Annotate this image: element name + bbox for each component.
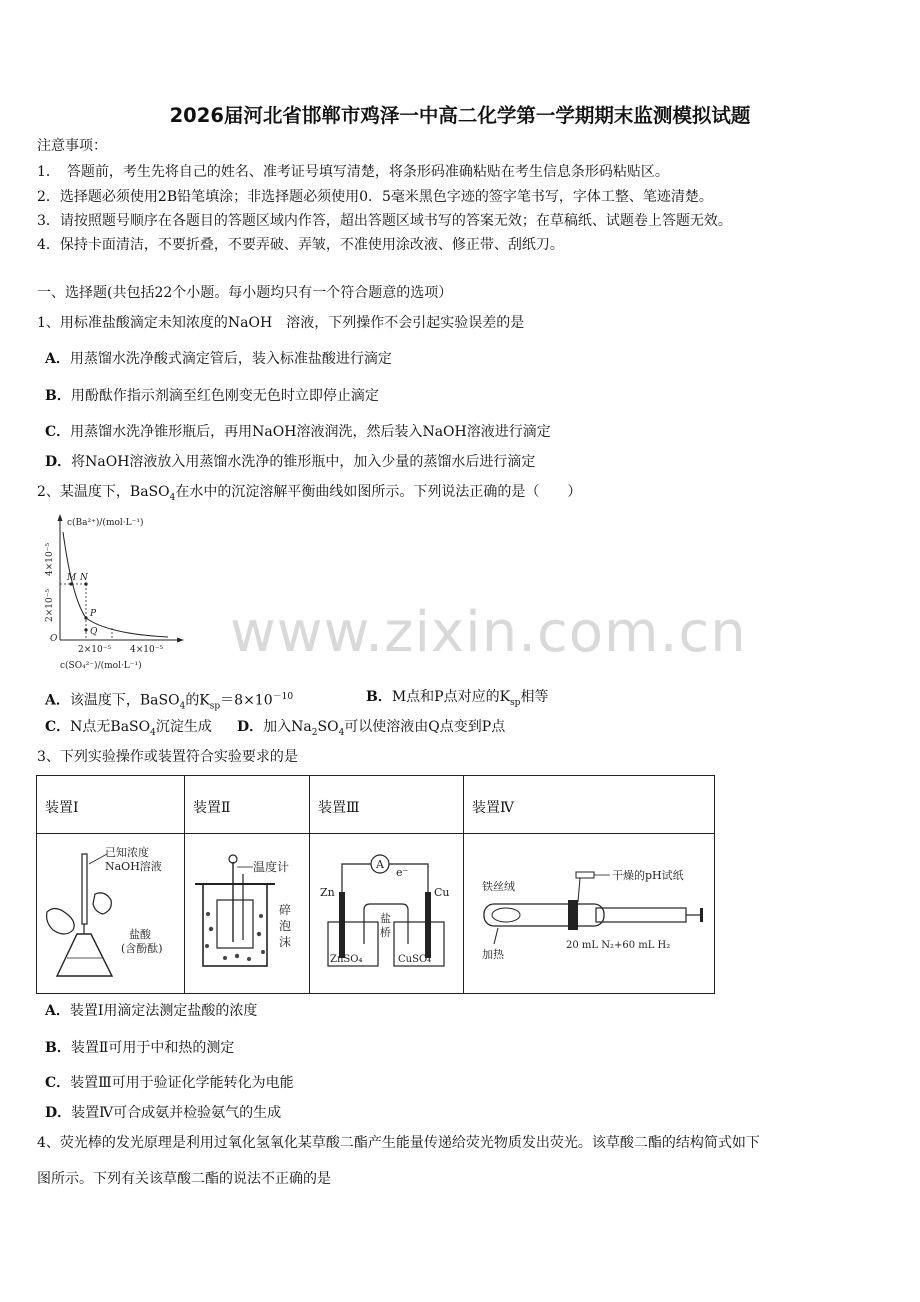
fig-label: NaOH溶液 [105, 860, 162, 873]
q3-option-a: A．装置Ⅰ用滴定法测定盐酸的浓度 [45, 1003, 258, 1019]
reaction-tube [484, 904, 604, 926]
fig-label: 沫 [279, 935, 292, 949]
question-2-stem: 2、某温度下，BaSO$_4$在水中的沉淀溶解平衡曲线如图所示。下列说法正确的是（ ） [37, 484, 582, 503]
apparatus-1-titration-figure [37, 834, 184, 989]
fig-label: 干燥的pH试纸 [612, 869, 684, 882]
x-axis-arrow [177, 638, 184, 643]
electron-label: e⁻ [396, 866, 409, 879]
option-letter: D． [45, 454, 72, 470]
fig-label: Cu [434, 886, 450, 899]
fig-label: 桥 [380, 926, 391, 939]
cu-electrode [425, 892, 431, 958]
notice-heading: 注意事项： [37, 138, 107, 154]
label-m: M [67, 573, 77, 583]
stopper [568, 900, 578, 930]
outer-beaker [203, 884, 267, 966]
syringe [596, 908, 686, 922]
hand-left [47, 908, 75, 934]
fig-label: 盐酸 [129, 928, 151, 941]
q2-option-b: B．M点和P点对应的$K_{sp}$相等 [366, 689, 549, 708]
option-letter: C． [45, 424, 71, 440]
notice-item: 2．选择题必须使用2B铅笔填涂；非选择题必须使用0．5毫米黑色字迹的签字笔书写，字体工整、笔迹清楚。 [37, 189, 713, 205]
fig-label: ZnSO₄ [330, 954, 363, 965]
option-text: 用蒸馏水洗净酸式滴定管后，装入标准盐酸进行滴定 [69, 351, 392, 367]
y-tick-mid: 2×10⁻⁵ [45, 588, 55, 622]
notice-item: 4．保持卡面清洁，不要折叠，不要弄破、弄皱，不准使用涂改液、修正带、刮纸刀。 [37, 237, 564, 253]
fig-label: 盐 [380, 912, 391, 925]
table-header: 装置Ⅰ [45, 800, 79, 816]
apparatus-2-calorimeter-figure [185, 834, 309, 989]
q3-option-c: C．装置Ⅲ可用于验证化学能转化为电能 [45, 1075, 294, 1091]
solubility-curve [63, 532, 168, 637]
fig-label: Zn [320, 886, 335, 899]
q1-option-a [45, 350, 392, 368]
apparatus-4-ammonia-synthesis-figure [464, 834, 714, 989]
fig-label: 20 mL N₂+60 mL H₂ [566, 940, 671, 951]
fig-label: 泡 [279, 919, 292, 933]
option-text: 用蒸馏水洗净锥形瓶后，再用NaOH溶液润洗，然后装入NaOH溶液进行滴定 [70, 424, 551, 440]
question-4-stem-line1: 4、荧光棒的发光原理是利用过氧化氢氧化某草酸二酯产生能量传递给荧光物质发出荧光。该草酸二酯的结构简式如下 [37, 1135, 760, 1151]
x-tick: 2×10⁻⁵ [78, 645, 112, 655]
fig-label: CuSO₄ [398, 954, 432, 965]
fig-label: 已知浓度 [105, 846, 149, 859]
q1-option-c [45, 423, 551, 441]
zn-electrode [339, 892, 345, 958]
fig-label: 铁丝绒 [482, 880, 515, 893]
burette [82, 854, 87, 924]
q3-option-d: D．装置Ⅳ可合成氨并检验氨气的生成 [45, 1105, 282, 1121]
label-n: N [80, 573, 88, 583]
hand-right [93, 893, 111, 914]
q1-option-d [45, 453, 535, 471]
meter-label: A [376, 858, 384, 871]
q2-option-c: C．N点无BaSO$_4$沉淀生成 [45, 719, 212, 738]
fig-label: (含酚酞) [121, 942, 163, 955]
x-tick: 4×10⁻⁵ [130, 645, 164, 655]
inner-beaker [217, 900, 253, 948]
x-axis-label: c(SO₄²⁻)/(mol·L⁻¹) [60, 661, 142, 671]
option-text: 用酚酞作指示剂滴至红色刚变无色时立即停止滴定 [70, 388, 379, 404]
option-letter: A． [45, 351, 70, 367]
q2-option-a: A．该温度下，BaSO$_4$的$K_{sp}=8\times 10^{-10}$ [45, 692, 294, 712]
table-header: 装置Ⅲ [318, 800, 360, 816]
y-tick-top: 4×10⁻⁵ [45, 542, 55, 576]
table-header: 装置Ⅳ [472, 800, 514, 816]
notice-item: 3．请按照题号顺序在各题目的答题区域内作答，超出答题区域书写的答案无效；在草稿纸、试题卷上答题无效。 [37, 213, 732, 229]
option-text: 将NaOH溶液放入用蒸馏水洗净的锥形瓶中，加入少量的蒸馏水后进行滴定 [71, 454, 536, 470]
notice-item: 1． 答题前，考生先将自己的姓名、准考证号填写清楚，将条形码准确粘贴在考生信息条形码粘贴区。 [37, 164, 669, 180]
apparatus-table [36, 775, 715, 994]
label-p: P [90, 609, 97, 619]
solubility-curve-chart [30, 510, 190, 675]
ph-paper [576, 872, 594, 878]
q3-option-b: B．装置Ⅱ可用于中和热的测定 [45, 1040, 235, 1056]
option-letter: B． [45, 388, 71, 404]
y-axis-arrow [58, 514, 63, 521]
question-3-stem: 3、下列实验操作或装置符合实验要求的是 [37, 749, 298, 765]
section-heading: 一、选择题(共包括22个小题。每小题均只有一个符合题意的选项） [37, 285, 453, 301]
q2-option-d: D．加入$Na_2SO_4$可以使溶液由Q点变到P点 [237, 719, 506, 738]
fig-label: 加热 [482, 948, 504, 961]
origin-label: O [50, 634, 58, 644]
table-header: 装置Ⅱ [193, 800, 231, 816]
label-q: Q [90, 627, 98, 637]
iron-wool [492, 908, 520, 922]
fig-label: 碎 [279, 903, 292, 917]
point-q [84, 628, 87, 631]
q1-option-b [45, 387, 379, 405]
y-axis-label: c(Ba²⁺)/(mol·L⁻¹) [67, 518, 144, 528]
question-1-stem: 1、用标准盐酸滴定未知浓度的NaOH 溶液，下列操作不会引起实验误差的是 [37, 315, 525, 331]
fig-label: 温度计 [253, 860, 290, 874]
question-4-stem-line2: 图所示。下列有关该草酸二酯的说法不正确的是 [37, 1171, 331, 1187]
page-title: 2026届河北省邯郸市鸡泽一中高二化学第一学期期末监测模拟试题 [169, 104, 751, 127]
watermark: www.zixin.com.cn [230, 600, 747, 665]
point-p [84, 616, 87, 619]
conical-flask [57, 934, 112, 976]
apparatus-3-galvanic-cell-figure [310, 834, 463, 989]
